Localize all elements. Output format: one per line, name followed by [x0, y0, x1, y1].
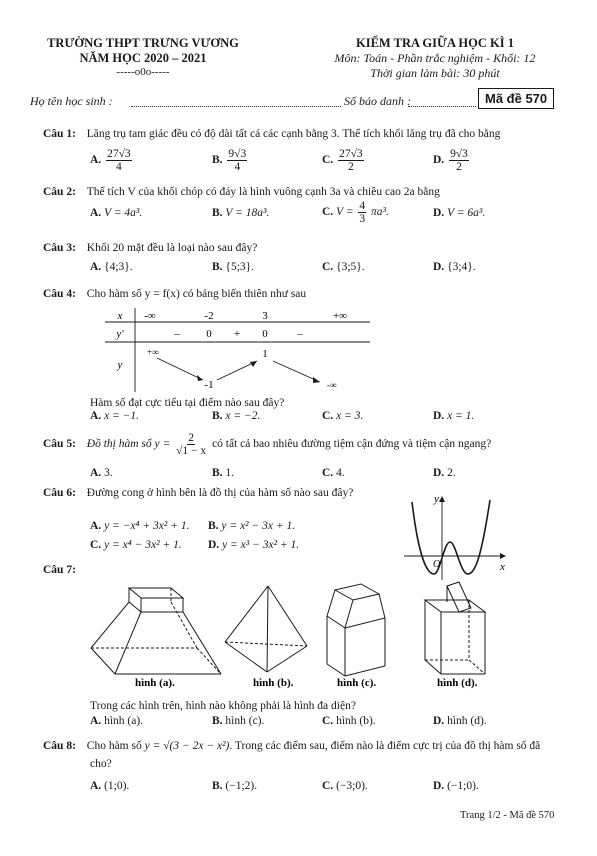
question-label: Câu 3:: [43, 242, 76, 254]
q8-line2: cho?: [90, 758, 112, 770]
option-letter: B.: [208, 520, 219, 532]
table-yp-label: y': [116, 328, 124, 340]
exam-subject: Môn: Toán - Phần trắc nghiệm - Khối: 12: [334, 51, 536, 65]
y-axis-label: y: [434, 493, 439, 505]
fraction-denominator: 2: [456, 161, 462, 174]
option-letter: C.: [90, 539, 102, 551]
q5-option-b[interactable]: [212, 467, 234, 479]
q8-option-a[interactable]: [90, 780, 129, 792]
fraction-denominator: 4: [234, 161, 241, 174]
q7-option-a[interactable]: [90, 715, 143, 727]
option-text: hình (c).: [225, 715, 265, 727]
option-letter: A.: [90, 715, 102, 727]
question-6: [43, 487, 403, 499]
exam-time: Thời gian làm bài: 30 phút: [370, 66, 500, 80]
question-2: [43, 186, 583, 198]
q5-option-c[interactable]: [322, 467, 345, 479]
student-name-field[interactable]: [131, 96, 341, 107]
option-text: x = −2.: [225, 410, 261, 422]
question-text: Khối 20 mặt đều là loại nào sau đây?: [86, 242, 258, 254]
option-letter: A.: [90, 154, 102, 167]
option-text: (1;0).: [104, 780, 130, 792]
option-text: hình (a).: [104, 715, 144, 727]
figure-d: [425, 582, 485, 674]
option-text: hình (b).: [336, 715, 376, 727]
option-text: x = −1.: [104, 410, 140, 422]
fraction-numerator: 2: [188, 432, 195, 444]
q6-option-d[interactable]: [208, 539, 299, 551]
question-text: Cho hàm số: [86, 740, 142, 752]
figure-c: [327, 584, 385, 676]
question-text: Đồ thị hàm số y =: [86, 438, 171, 451]
table-y-val: -∞: [327, 380, 337, 390]
q8-option-c[interactable]: [322, 780, 368, 792]
option-letter: B.: [212, 467, 223, 479]
option-letter: A.: [90, 780, 102, 792]
figure-a: [91, 588, 221, 674]
option-text: πa³.: [371, 206, 389, 219]
q7-ask: Trong các hình trên, hình nào không phải là hình đa diện?: [90, 700, 356, 712]
option-text: hình (d).: [447, 715, 487, 727]
option-letter: B.: [212, 261, 223, 273]
fraction-numerator: 4: [359, 200, 366, 212]
option-letter: C.: [322, 715, 334, 727]
table-y-label: y: [117, 359, 123, 371]
option-letter: A.: [90, 520, 102, 532]
question-label: Câu 7:: [43, 564, 76, 576]
option-text: y = x³ − 3x² + 1.: [222, 539, 300, 551]
q2-option-d[interactable]: [433, 207, 485, 219]
q3-option-b[interactable]: [212, 261, 254, 273]
school-year: NĂM HỌC 2020 – 2021: [79, 51, 207, 65]
q7-option-d[interactable]: [433, 715, 487, 727]
option-letter: C.: [322, 206, 334, 219]
polyhedra-figures: [85, 580, 565, 690]
fraction-denominator: 3: [359, 213, 366, 226]
question-label: Câu 5:: [43, 438, 76, 451]
option-text: (−1;0).: [447, 780, 479, 792]
option-letter: C.: [322, 410, 334, 422]
student-name-text: Họ tên học sinh :: [30, 94, 113, 108]
option-text: V = 18a³.: [225, 207, 270, 219]
option-letter: A.: [90, 261, 102, 273]
q1-option-a[interactable]: [90, 148, 134, 173]
q8-option-d[interactable]: [433, 780, 479, 792]
q5-option-d[interactable]: [433, 467, 456, 479]
option-letter: B.: [212, 154, 223, 167]
question-label: Câu 1:: [43, 128, 76, 140]
table-yp-sign: 0: [206, 328, 212, 340]
option-letter: A.: [90, 207, 102, 219]
question-label: Câu 2:: [43, 186, 76, 198]
option-letter: C.: [322, 467, 334, 479]
variation-table: [105, 306, 375, 394]
question-8: [43, 740, 588, 752]
q4-option-b[interactable]: [212, 410, 260, 422]
figure-caption: hình (a).: [135, 677, 175, 689]
fraction-denominator: 2: [347, 161, 354, 174]
option-letter: B.: [212, 780, 223, 792]
q3-option-a[interactable]: [90, 261, 133, 273]
question-text: Thể tích V của khối chóp có đáy là hình vuông cạnh 3a và chiều cao 2a bằng: [86, 186, 440, 198]
q1-option-d[interactable]: [433, 148, 471, 173]
q6-option-c[interactable]: [90, 539, 182, 551]
option-text: (−3;0).: [336, 780, 368, 792]
question-text: Cho hàm số y = f(x) có bảng biến thiên như sau: [86, 288, 307, 300]
table-y-val: +∞: [147, 347, 159, 357]
option-text: {5;3}.: [225, 261, 255, 273]
option-text: {3;4}.: [447, 261, 476, 273]
table-x-val: -∞: [144, 310, 156, 322]
fraction-numerator: 27√3: [107, 148, 131, 160]
question-4: [43, 288, 583, 300]
option-letter: B.: [212, 207, 223, 219]
increase-arrow: [217, 361, 257, 380]
school-name: TRƯỜNG THPT TRƯNG VƯƠNG: [47, 36, 239, 50]
q2-option-c[interactable]: [322, 200, 389, 225]
table-x-val: -2: [204, 310, 214, 322]
figure-caption: hình (c).: [337, 677, 377, 689]
option-text: 2.: [447, 467, 456, 479]
option-text: 4.: [336, 467, 345, 479]
origin-label: O: [433, 559, 441, 570]
q5-option-a[interactable]: [90, 467, 113, 479]
x-axis-label: x: [500, 561, 505, 573]
option-letter: D.: [433, 467, 445, 479]
option-text: V = 6a³.: [447, 207, 486, 219]
q4-ask: Hàm số đạt cực tiểu tại điểm nào sau đây?: [90, 397, 285, 409]
option-letter: D.: [433, 780, 445, 792]
page-footer: Trang 1/2 - Mã đề 570: [460, 810, 555, 821]
fraction-denominator: 4: [115, 161, 122, 174]
table-x-label: x: [117, 310, 123, 322]
option-letter: C.: [322, 154, 334, 167]
fraction-numerator: 27√3: [339, 148, 363, 160]
table-x-val: 3: [262, 310, 268, 322]
q2-option-b[interactable]: [212, 207, 269, 219]
question-label: Câu 4:: [43, 288, 76, 300]
option-letter: A.: [90, 467, 102, 479]
option-text: y = −x⁴ + 3x² + 1.: [104, 520, 190, 532]
exam-title: KIỂM TRA GIỮA HỌC KÌ 1: [355, 36, 514, 50]
option-letter: C.: [322, 261, 334, 273]
figure-b: [225, 586, 307, 672]
option-text: y = x² − 3x + 1.: [221, 520, 296, 532]
table-yp-sign: 0: [262, 328, 268, 340]
question-label: Câu 8:: [43, 740, 76, 752]
q8-option-b[interactable]: [212, 780, 257, 792]
function-graph: [400, 490, 510, 582]
q7-option-c[interactable]: [322, 715, 376, 727]
q3-option-d[interactable]: [433, 261, 476, 273]
question-formula: y = √(3 − 2x − x²): [144, 740, 230, 752]
option-text: {3;5}.: [336, 261, 365, 273]
table-x-val: +∞: [332, 310, 348, 322]
question-text: Lăng trụ tam giác đều có độ dài tất cả các cạnh bằng 3. Thể tích khối lăng trụ đã cho bằng: [86, 128, 501, 140]
question-text: có tất cả bao nhiêu đường tiệm cận đứng và tiệm cận ngang?: [212, 438, 492, 451]
option-text: {4;3}.: [104, 261, 133, 273]
figure-caption: hình (b).: [253, 677, 294, 689]
question-text: . Trong các điểm sau, điểm nào là điểm cực trị của đồ thị hàm số đã: [229, 740, 541, 752]
q4-option-a[interactable]: [90, 410, 139, 422]
header-decoration: -----o0o-----: [116, 66, 170, 78]
q6-option-b[interactable]: [208, 520, 295, 532]
table-yp-sign: +: [233, 328, 241, 340]
question-7: [43, 564, 76, 576]
decrease-arrow: [273, 361, 320, 382]
question-1: [43, 128, 583, 140]
q1-option-c[interactable]: [322, 148, 366, 173]
option-letter: D.: [433, 410, 445, 422]
option-text: 3.: [104, 467, 113, 479]
option-letter: D.: [433, 715, 445, 727]
q2-option-a[interactable]: [90, 207, 142, 219]
table-yp-sign: –: [297, 328, 303, 340]
option-letter: B.: [212, 715, 223, 727]
decrease-arrow: [157, 358, 203, 380]
q3-option-c[interactable]: [322, 261, 365, 273]
option-text: y = x⁴ − 3x² + 1.: [104, 539, 182, 551]
fraction-numerator: 9√3: [228, 148, 247, 160]
table-yp-sign: –: [174, 328, 180, 340]
question-3: [43, 242, 583, 254]
option-letter: D.: [208, 539, 220, 551]
q6-option-a[interactable]: [90, 520, 190, 532]
question-text: Đường cong ở hình bên là đồ thị của hàm số nào sau đây?: [86, 487, 354, 499]
q4-option-d[interactable]: [433, 410, 474, 422]
q7-option-b[interactable]: [212, 715, 264, 727]
figure-caption: hình (d).: [437, 677, 478, 689]
curve: [412, 500, 490, 574]
option-text: x = 3.: [336, 410, 364, 422]
q1-option-b[interactable]: [212, 148, 249, 173]
table-y-val: 1: [262, 348, 268, 360]
option-letter: D.: [433, 261, 445, 273]
option-text: 1.: [225, 467, 235, 479]
fraction-numerator: 9√3: [450, 148, 468, 160]
option-letter: D.: [433, 154, 445, 167]
student-id-field[interactable]: [408, 96, 476, 107]
option-letter: C.: [322, 780, 334, 792]
option-letter: B.: [212, 410, 223, 422]
option-letter: D.: [433, 207, 445, 219]
student-id-label: Số báo danh :: [344, 94, 411, 108]
fraction-denominator: √1 − x: [176, 445, 207, 458]
question-5: [43, 432, 588, 457]
question-label: Câu 6:: [43, 487, 76, 499]
option-text: (−1;2).: [225, 780, 258, 792]
table-y-val: -1: [204, 379, 214, 391]
student-name-label: [30, 94, 113, 109]
q4-option-c[interactable]: [322, 410, 363, 422]
option-text: x = 1.: [447, 410, 475, 422]
option-text: V =: [336, 206, 354, 219]
option-text: V = 4a³.: [104, 207, 143, 219]
exam-code-box: Mã đề 570: [478, 88, 554, 109]
option-letter: A.: [90, 410, 102, 422]
